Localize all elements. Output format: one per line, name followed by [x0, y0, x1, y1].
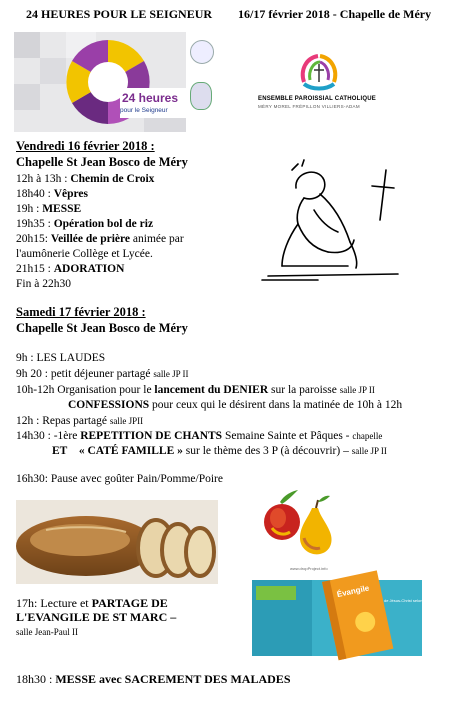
gospel-book-photo: [252, 580, 443, 656]
logo-title: 24 heures: [122, 91, 179, 105]
parish-logo-icon: [296, 52, 342, 92]
friday-item: 12h à 13h : Chemin de Croix: [16, 173, 155, 185]
friday-date: Vendredi 16 février 2018 :: [16, 139, 155, 153]
diocese-badge-icon: [190, 40, 214, 64]
saturday-gospel-room: salle Jean-Paul II: [16, 627, 78, 637]
saturday-place: Chapelle St Jean Bosco de Méry: [16, 321, 188, 335]
friday-item: 19h35 : Opération bol de riz: [16, 218, 154, 230]
friday-item: Fin à 22h30: [16, 278, 71, 290]
friday-item: 18h40 : Vêpres: [16, 188, 88, 200]
header-date-place: 16/17 février 2018 - Chapelle de Méry: [238, 7, 432, 21]
saturday-lunch: 12h : Repas partagé salle JPII: [16, 415, 144, 427]
book-title: Évangile: [336, 583, 371, 600]
saturday-confessions: CONFESSIONS pour ceux qui le désirent dans la matinée de 10h à 12h: [68, 399, 403, 411]
apple-pear-illustration: [258, 488, 338, 558]
saturday-repetition: 14h30 : -1ère REPETITION DE CHANTS Semaine Sainte et Pâques - chapelle: [16, 430, 383, 442]
logo-subtitle: pour le Seigneur: [120, 107, 168, 114]
saturday-gospel-line2: L'EVANGILE DE ST MARC –: [16, 610, 177, 624]
friday-item: l'aumônerie Collège et Lycée.: [16, 248, 153, 260]
saturday-denier: 10h-12h Organisation pour le lancement du DENIER sur la paroisse salle JP II: [16, 384, 375, 396]
saturday-pause: 16h30: Pause avec goûter Pain/Pomme/Poire: [16, 473, 223, 485]
book-subtitle: de Jésus-Christ selon saint Marc: [384, 598, 443, 603]
event-logo: [14, 32, 186, 132]
jubilee-badge-icon: [190, 82, 212, 110]
saturday-breakfast: 9h 20 : petit déjeuner partagé salle JP II: [16, 368, 189, 380]
parish-villages: MÉRY MOREL FRÉPILLON VILLIERS-ADAM: [258, 104, 360, 109]
header-title: 24 HEURES POUR LE SEIGNEUR: [26, 7, 213, 21]
parish-name: ENSEMBLE PAROISSIAL CATHOLIQUE: [258, 96, 377, 102]
saturday-gospel-line1: 17h: Lecture et PARTAGE DE: [16, 596, 168, 610]
saturday-laudes: 9h : LES LAUDES: [16, 352, 106, 364]
praying-figure-illustration: [258, 158, 408, 286]
saturday-cate: ET « CATÉ FAMILLE » sur le thème des 3 P (à découvrir) – salle JP II: [52, 445, 387, 457]
friday-item: 21h15 : ADORATION: [16, 263, 125, 275]
friday-item: 20h15: Veillée de prière animée par: [16, 233, 184, 245]
saturday-date: Samedi 17 février 2018 :: [16, 305, 146, 319]
fruit-image-credit: www.dropProject.info: [290, 566, 328, 571]
page-header: [26, 8, 431, 21]
saturday-mass: 18h30 : MESSE avec SACREMENT DES MALADES: [16, 672, 291, 686]
friday-place: Chapelle St Jean Bosco de Méry: [16, 155, 188, 169]
bread-photo: [16, 500, 218, 584]
friday-item: 19h : MESSE: [16, 203, 82, 215]
